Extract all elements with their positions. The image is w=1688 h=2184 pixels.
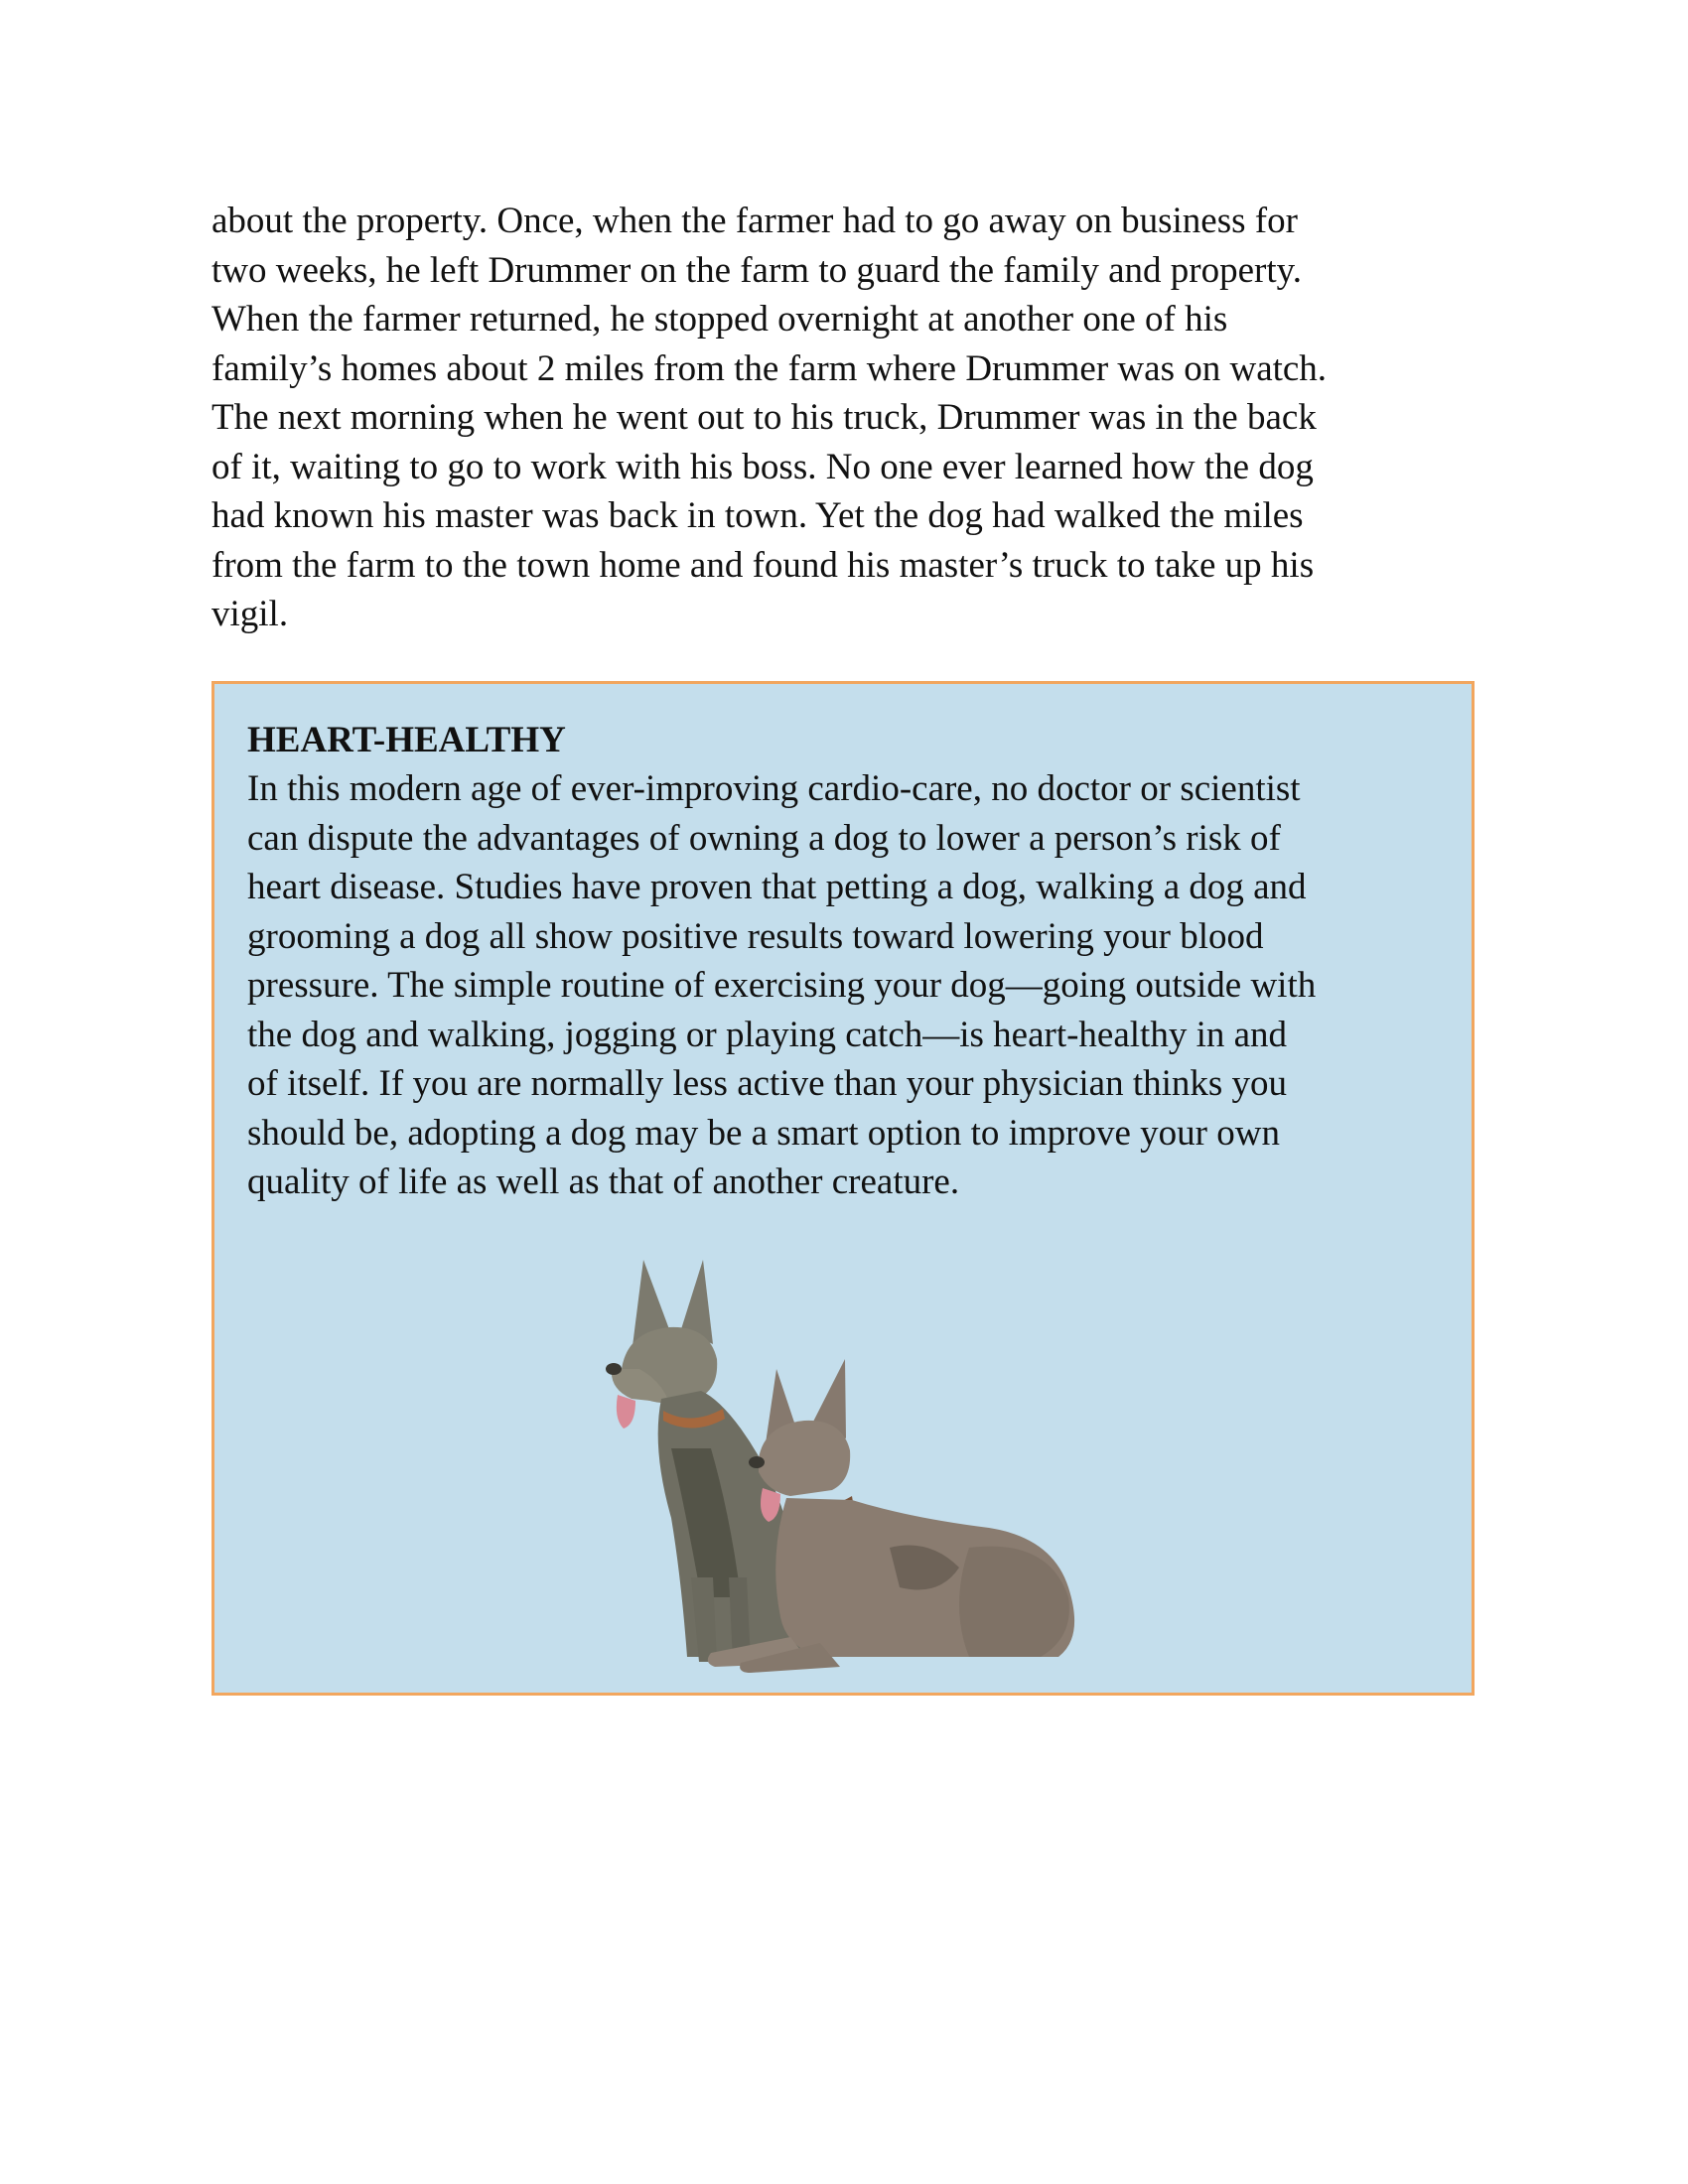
sidebar-title: HEART-HEALTHY bbox=[247, 720, 566, 760]
sidebar-line: the dog and walking, jogging or playing catch—is heart-healthy in and bbox=[247, 1014, 1288, 1055]
body-line: When the farmer returned, he stopped overnight at another one of his bbox=[211, 299, 1228, 340]
heart-healthy-sidebar bbox=[211, 681, 1475, 1696]
sidebar-line: quality of life as well as that of another creature. bbox=[247, 1161, 960, 1202]
sidebar-paragraph bbox=[247, 764, 1316, 1207]
body-line: vigil. bbox=[211, 594, 289, 634]
body-line: of it, waiting to go to work with his boss. No one ever learned how the dog bbox=[211, 446, 1314, 487]
sidebar-line: can dispute the advantages of owning a dog to lower a person’s risk of bbox=[247, 817, 1281, 859]
body-line: two weeks, he left Drummer on the farm to guard the family and property. bbox=[211, 249, 1303, 291]
body-line: family’s homes about 2 miles from the farm where Drummer was on watch. bbox=[211, 347, 1328, 389]
sidebar-line: grooming a dog all show positive results toward lowering your blood bbox=[247, 915, 1264, 957]
sidebar-line: should be, adopting a dog may be a smart option to improve your own bbox=[247, 1112, 1280, 1154]
body-line: had known his master was back in town. Yet the dog had walked the miles bbox=[211, 495, 1304, 536]
sidebar-line: pressure. The simple routine of exercising your dog—going outside with bbox=[247, 965, 1317, 1006]
sidebar-line: In this modern age of ever-improving cardio-care, no doctor or scientist bbox=[247, 768, 1301, 809]
body-line: about the property. Once, when the farmer had to go away on business for bbox=[211, 201, 1298, 241]
sidebar-line: heart disease. Studies have proven that petting a dog, walking a dog and bbox=[247, 867, 1307, 907]
body-line: The next morning when he went out to his truck, Drummer was in the back bbox=[211, 397, 1317, 438]
two-dogs-illustration bbox=[592, 1220, 1128, 1677]
sidebar-line: of itself. If you are normally less active than your physician thinks you bbox=[247, 1063, 1288, 1104]
body-line: from the farm to the town home and found his master’s truck to take up his bbox=[211, 544, 1315, 586]
body-paragraph bbox=[211, 197, 1502, 639]
